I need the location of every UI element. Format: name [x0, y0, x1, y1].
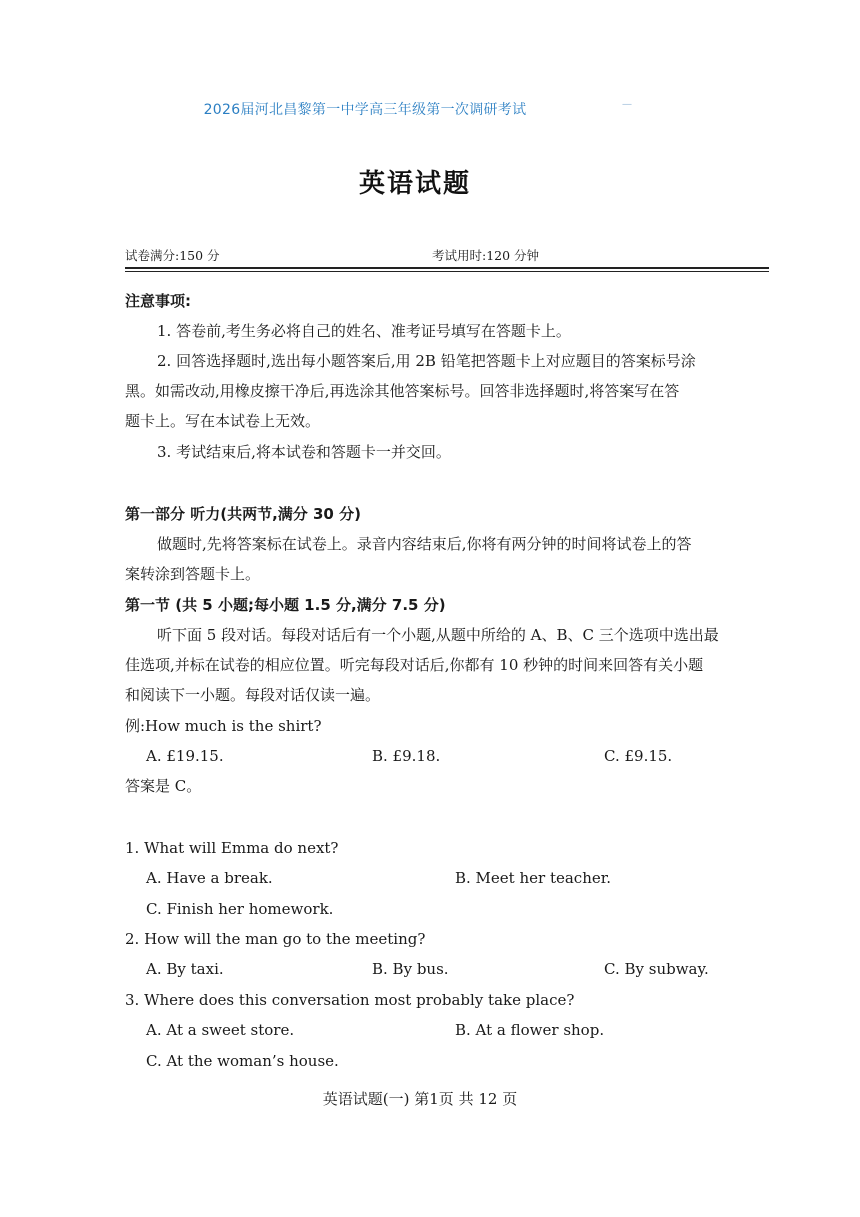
question-2-option-c: C. By subway.: [604, 960, 709, 978]
part1-heading: 第一部分 听力(共两节,满分 30 分): [125, 505, 361, 523]
question-3-option-c: C. At the woman’s house.: [146, 1052, 339, 1070]
header-rule-thin: [125, 271, 769, 272]
example-answer: 答案是 C。: [125, 777, 202, 795]
notice-item-1: 1. 答卷前,考生务必将自己的姓名、准考证号填写在答题卡上。: [157, 322, 571, 340]
section1-heading: 第一节 (共 5 小题;每小题 1.5 分,满分 7.5 分): [125, 596, 446, 614]
exam-time: 考试用时:120 分钟: [432, 248, 540, 263]
question-3-option-b: B. At a flower shop.: [455, 1021, 605, 1039]
section1-intro-3: 和阅读下一小题。每段对话仅读一遍。: [125, 686, 381, 704]
exam-school-header: 2026届河北昌黎第一中学高三年级第一次调研考试: [203, 102, 527, 118]
header-rule-thick: [125, 267, 769, 269]
section1-intro-2: 佳选项,并标在试卷的相应位置。听完每段对话后,你都有 10 秒钟的时间来回答有关小题: [125, 656, 704, 674]
page-title: 英语试题: [358, 169, 471, 199]
header-dash: —: [622, 99, 632, 110]
part1-intro-1: 做题时,先将答案标在试卷上。录音内容结束后,你将有两分钟的时间将试卷上的答: [157, 535, 692, 553]
notice-item-3: 3. 考试结束后,将本试卷和答题卡一并交回。: [157, 443, 451, 461]
question-2: 2. How will the man go to the meeting?: [125, 930, 426, 948]
question-1-option-c: C. Finish her homework.: [146, 900, 334, 918]
notice-item-2: 2. 回答选择题时,选出每小题答案后,用 2B 铅笔把答题卡上对应题目的答案标号涂: [157, 352, 696, 370]
question-1: 1. What will Emma do next?: [125, 839, 339, 857]
notice-item-2-cont: 黑。如需改动,用橡皮擦干净后,再选涂其他答案标号。回答非选择题时,将答案写在答: [125, 382, 680, 400]
example-option-b: B. £9.18.: [372, 747, 441, 765]
notice-item-2-end: 题卡上。写在本试卷上无效。: [125, 412, 321, 430]
part1-intro-2: 案转涂到答题卡上。: [125, 565, 261, 583]
question-3-option-a: A. At a sweet store.: [146, 1021, 295, 1039]
question-2-option-b: B. By bus.: [372, 960, 449, 978]
notice-heading: 注意事项:: [125, 292, 191, 310]
example-option-a: A. £19.15.: [146, 747, 224, 765]
question-1-option-b: B. Meet her teacher.: [455, 869, 612, 887]
section1-intro-1: 听下面 5 段对话。每段对话后有一个小题,从题中所给的 A、B、C 三个选项中选出最: [157, 626, 719, 644]
example-option-c: C. £9.15.: [604, 747, 673, 765]
full-score: 试卷满分:150 分: [125, 248, 220, 263]
question-2-option-a: A. By taxi.: [146, 960, 224, 978]
question-3: 3. Where does this conversation most probably take place?: [125, 991, 575, 1009]
page-footer: 英语试题(一) 第1页 共 12 页: [322, 1090, 518, 1108]
question-1-option-a: A. Have a break.: [146, 869, 273, 887]
example-question: 例:How much is the shirt?: [125, 717, 322, 735]
